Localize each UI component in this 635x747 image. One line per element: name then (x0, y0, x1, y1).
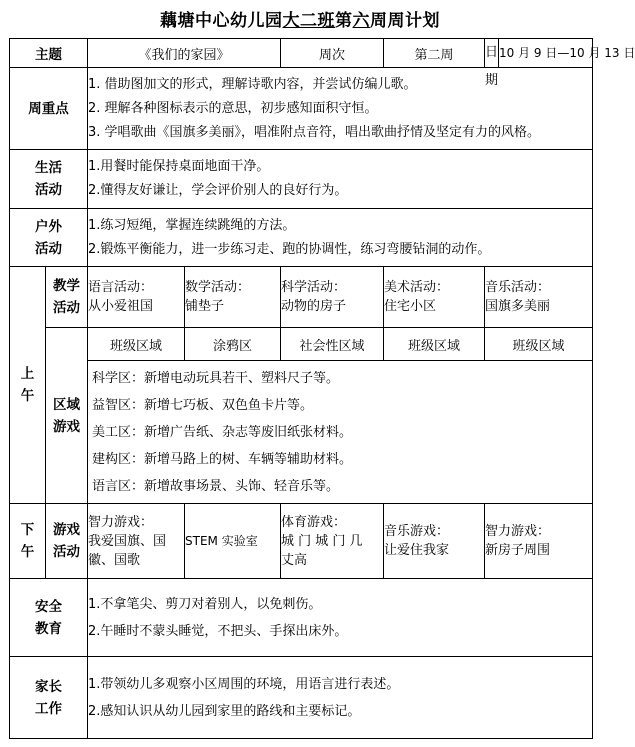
teaching-activity (185, 267, 281, 328)
teaching-activity (281, 267, 384, 328)
area-label (46, 328, 88, 504)
header-row (10, 39, 593, 68)
teaching-activity-type: 科学活动： (281, 280, 347, 295)
life-label-line2: 活动 (35, 182, 62, 198)
weekly-plan-table (9, 38, 635, 739)
teaching-label-line1: 教学 (53, 278, 80, 294)
page-title (0, 6, 600, 31)
parent-item: 2.感知认识从幼儿园到家里的路线和主要标记。 (88, 703, 361, 719)
game-title-line: 让爱住我家 (384, 543, 450, 558)
game-title-line: 徽、国歌 (88, 552, 141, 568)
week-value: 第二周 (384, 39, 485, 68)
area-items-row (10, 361, 593, 504)
teaching-activity-title: 动物的房子 (281, 299, 347, 314)
area-name: 班级区域 (88, 328, 185, 361)
focus-label: 周重点 (10, 68, 88, 150)
outdoor-label-line2: 活动 (35, 240, 62, 257)
outdoor-row (10, 209, 593, 267)
morning-label-line1: 上 (20, 366, 35, 382)
teaching-activity-title: 铺垫子 (185, 299, 225, 314)
teaching-activity-type: 美术活动： (384, 280, 450, 295)
teaching-activity-type: 音乐活动： (485, 280, 551, 295)
theme-label: 主题 (10, 39, 88, 68)
teaching-activity-title: 从小爱祖国 (88, 299, 154, 314)
game-activity (384, 504, 485, 579)
game-activity (185, 504, 281, 579)
date-label: 日期 (485, 39, 499, 67)
area-names-row (10, 328, 593, 361)
afternoon-row (10, 504, 593, 579)
life-content (88, 150, 593, 209)
area-item: 科学区：新增电动玩具若干、塑料尺子等。 (92, 370, 340, 386)
teaching-label (46, 267, 88, 328)
safety-content (88, 579, 593, 657)
outdoor-label-line1: 户外 (35, 218, 62, 235)
parent-label-line2: 工作 (35, 700, 62, 717)
title-school: 藕塘中心幼儿园 (160, 11, 283, 31)
game-type: 音乐游戏： (384, 524, 450, 539)
game-type: 智力游戏： (88, 514, 154, 530)
teaching-activity-title: 国旗多美丽 (485, 299, 551, 314)
title-suffix: 周周计划 (370, 11, 440, 31)
game-title-line: 我爱国旗、国 (88, 533, 167, 549)
area-name: 社会性区域 (281, 328, 384, 361)
area-item: 益智区：新增七巧板、双色鱼卡片等。 (92, 397, 314, 413)
game-title-line: 新房子周围 (485, 543, 551, 558)
date-value: 10 月 9 日—10 月 13 日 (499, 46, 635, 60)
teaching-activity (485, 267, 593, 328)
game-activity (88, 504, 185, 579)
afternoon-label (10, 504, 46, 579)
game-title-line: 城 门 城 门 几 (281, 533, 363, 549)
focus-row (10, 68, 593, 150)
game-label-line1: 游戏 (53, 522, 80, 538)
area-item: 语言区：新增故事场景、头饰、轻音乐等。 (92, 478, 340, 494)
area-name: 班级区域 (384, 328, 485, 361)
focus-item: 3. 学唱歌曲《国旗多美丽》，唱准附点音符，唱出歌曲抒情及坚定有力的风格。 (88, 124, 541, 140)
outdoor-content (88, 209, 593, 267)
safety-label-line2: 教育 (35, 620, 62, 637)
teaching-activity (384, 267, 485, 328)
game-type: 体育游戏： (281, 514, 347, 530)
teaching-activity-title: 住宅小区 (384, 299, 437, 314)
parent-item: 1.带领幼儿多观察小区周围的环境，用语言进行表述。 (88, 676, 400, 692)
game-label-line2: 活动 (53, 544, 80, 560)
morning-teaching-row (10, 267, 593, 328)
life-row (10, 150, 593, 209)
life-label (10, 150, 88, 209)
area-item: 美工区：新增广告纸、杂志等废旧纸张材料。 (92, 424, 353, 440)
date-cell (485, 39, 635, 88)
morning-label-line2: 午 (20, 388, 35, 404)
focus-item: 2. 理解各种图标表示的意思，初步感知面积守恒。 (88, 100, 378, 116)
teaching-label-line2: 活动 (53, 300, 80, 316)
teaching-activity (88, 267, 185, 328)
area-item: 建构区：新增马路上的树、车辆等辅助材料。 (92, 451, 353, 467)
game-activity (485, 504, 593, 579)
week-label: 周次 (281, 39, 384, 68)
safety-label-line1: 安全 (35, 598, 62, 615)
parent-label (10, 657, 88, 739)
parent-label-line1: 家长 (35, 678, 62, 695)
area-name: 涂鸦区 (185, 328, 281, 361)
area-label-line2: 游戏 (53, 418, 80, 435)
teaching-activity-type: 数学活动： (185, 280, 251, 295)
game-type: STEM 实验室 (185, 533, 258, 548)
title-ordinal-prefix: 第 (335, 11, 353, 31)
area-items (88, 361, 593, 504)
safety-item: 2.午睡时不蒙头睡觉，不把头、手探出床外。 (88, 623, 348, 639)
outdoor-item: 2.锻炼平衡能力，进一步练习走、跑的协调性，练习弯腰钻洞的动作。 (88, 241, 491, 257)
afternoon-label-line2: 午 (20, 544, 35, 560)
life-item: 1.用餐时能保持桌面地面干净。 (88, 159, 270, 174)
focus-content (88, 68, 593, 150)
theme-value: 《我们的家园》 (88, 39, 281, 68)
life-item: 2.懂得友好谦让，学会评价别人的良好行为。 (88, 183, 348, 198)
game-title-line: 丈高 (281, 552, 308, 568)
game-label (46, 504, 88, 579)
game-activity (281, 504, 384, 579)
focus-item: 1. 借助图加文的形式，理解诗歌内容，并尝试仿编儿歌。 (88, 76, 417, 92)
safety-label (10, 579, 88, 657)
title-week-number: 六 (352, 11, 370, 31)
life-label-line1: 生活 (35, 160, 62, 176)
outdoor-label (10, 209, 88, 267)
teaching-activity-type: 语言活动： (88, 280, 154, 295)
parent-row (10, 657, 593, 739)
safety-item: 1.不拿笔尖、剪刀对着别人，以免刺伤。 (88, 596, 322, 612)
parent-content (88, 657, 593, 739)
area-name: 班级区域 (485, 328, 593, 361)
game-type: 智力游戏： (485, 524, 551, 539)
area-label-line1: 区域 (53, 396, 80, 413)
outdoor-item: 1.练习短绳，掌握连续跳绳的方法。 (88, 217, 296, 233)
safety-row (10, 579, 593, 657)
morning-label (10, 267, 46, 504)
afternoon-label-line1: 下 (20, 522, 35, 538)
title-class: 大二班 (282, 11, 335, 31)
